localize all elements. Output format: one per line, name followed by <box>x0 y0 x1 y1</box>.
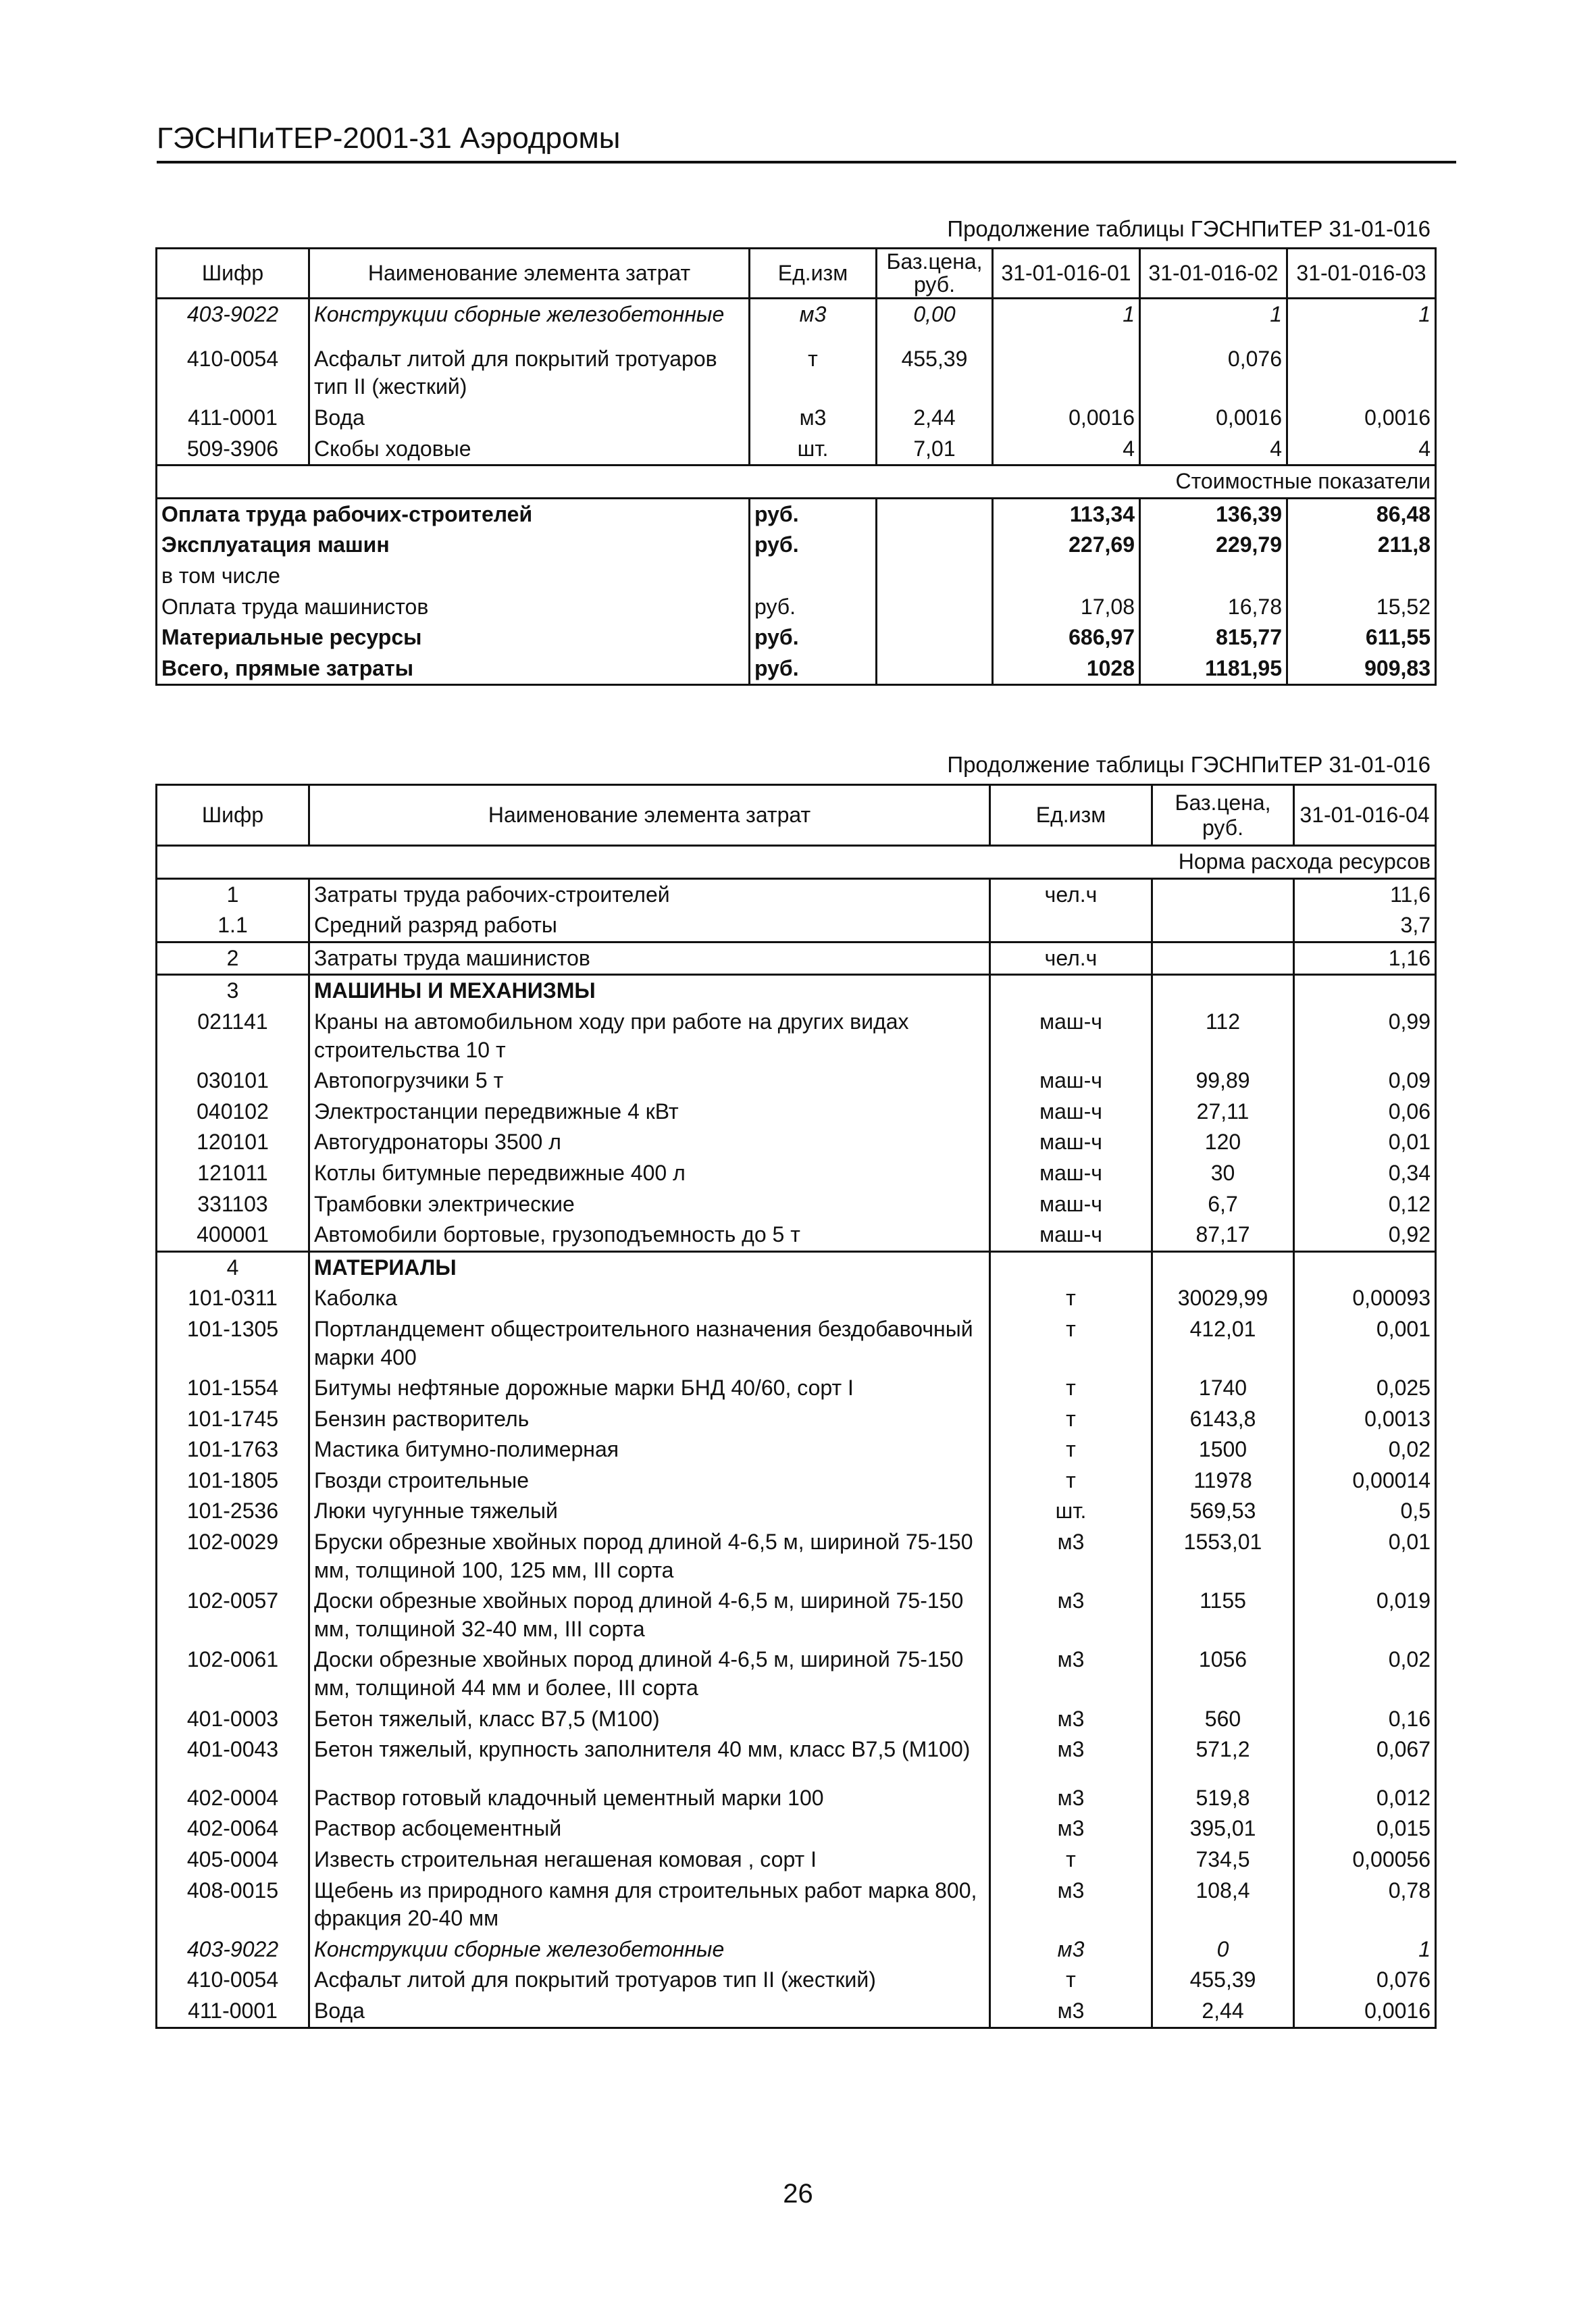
table-row: 403-9022 Конструкции сборные железобетонные м3 0,00 1 1 1 <box>157 299 1436 330</box>
cell-unit: м3 <box>990 1783 1152 1814</box>
cell-price <box>1152 975 1294 1007</box>
table-row <box>157 1734 1436 1765</box>
cell-price: 108,4 <box>1152 1876 1294 1934</box>
table-row <box>157 975 1436 1007</box>
cell-name: Вода <box>309 1996 990 2028</box>
cell-c4: 0,00093 <box>1294 1283 1436 1314</box>
cell-price <box>1152 942 1294 975</box>
cell-price: 30029,99 <box>1152 1283 1294 1314</box>
cell-unit: маш-ч <box>990 1065 1152 1097</box>
table-row <box>157 1586 1436 1644</box>
table-row <box>157 1844 1436 1876</box>
cell-code: 405-0004 <box>157 1844 309 1876</box>
cell-price: 27,11 <box>1152 1097 1294 1128</box>
table-row <box>157 1934 1436 1965</box>
cell-code: 402-0064 <box>157 1813 309 1844</box>
cell-unit <box>990 910 1152 942</box>
cell-c4: 0,02 <box>1294 1644 1436 1703</box>
page-number: 26 <box>783 2179 813 2209</box>
table-row <box>157 1644 1436 1703</box>
cell-price: 569,53 <box>1152 1496 1294 1527</box>
cell-name: Щебень из природного камня для строительных работ марка 800, фракция 20-40 мм <box>309 1876 990 1934</box>
cell-name: Доски обрезные хвойных пород длиной 4-6,5 м, шириной 75-150 мм, толщиной 32-40 мм, III сорта <box>309 1586 990 1644</box>
table2-header-row <box>157 785 1436 846</box>
cell-unit: т <box>990 1965 1152 1996</box>
cell-c4: 0,01 <box>1294 1527 1436 1586</box>
cell-name: Люки чугунные тяжелый <box>309 1496 990 1527</box>
cell-code: 1 <box>157 878 309 910</box>
col-31-01-016-03-header: 31-01-016-03 <box>1287 249 1436 299</box>
cell-code: 101-1805 <box>157 1465 309 1496</box>
table-row <box>157 1251 1436 1283</box>
cell-name: МАШИНЫ И МЕХАНИЗМЫ <box>309 975 990 1007</box>
header-rule <box>157 161 1456 164</box>
cell-code: 401-0043 <box>157 1734 309 1765</box>
cell-c4: 0,12 <box>1294 1189 1436 1220</box>
cell-code: 1.1 <box>157 910 309 942</box>
table-row <box>157 1876 1436 1934</box>
cell-c4: 0,015 <box>1294 1813 1436 1844</box>
cell-unit <box>990 1251 1152 1283</box>
cell-c4 <box>1294 975 1436 1007</box>
cell-code: 101-1305 <box>157 1314 309 1373</box>
cell-name: Бетон тяжелый, крупность заполнителя 40 мм, класс В7,5 (М100) <box>309 1734 990 1765</box>
cell-price: 30 <box>1152 1158 1294 1189</box>
cost-row: Эксплуатация машин руб. 227,69 229,79 211,8 <box>157 530 1436 561</box>
cell-unit: т <box>990 1373 1152 1404</box>
cell-code: 040102 <box>157 1097 309 1128</box>
cell-code: 121011 <box>157 1158 309 1189</box>
cell-name: МАТЕРИАЛЫ <box>309 1251 990 1283</box>
col-31-01-016-04-header: 31-01-016-04 <box>1294 785 1436 846</box>
cell-unit: чел.ч <box>990 942 1152 975</box>
col-name-header: Наименование элемента затрат <box>309 249 750 299</box>
table-row <box>157 1496 1436 1527</box>
cell-name: Автогудронаторы 3500 л <box>309 1127 990 1158</box>
cell-code: 101-1763 <box>157 1434 309 1465</box>
cell-c4: 3,7 <box>1294 910 1436 942</box>
cell-unit: м3 <box>990 1934 1152 1965</box>
cell-price <box>1152 878 1294 910</box>
cell-unit: т <box>990 1465 1152 1496</box>
col-unit-header: Ед.изм <box>990 785 1152 846</box>
cell-price: 1056 <box>1152 1644 1294 1703</box>
cell-c4: 0,16 <box>1294 1704 1436 1735</box>
cell-c4: 0,012 <box>1294 1783 1436 1814</box>
table-row: 410-0054 Асфальт литой для покрытий тротуаров тип II (жесткий) т 455,39 0,076 <box>157 344 1436 403</box>
table-row <box>157 1965 1436 1996</box>
cell-name: Конструкции сборные железобетонные <box>309 1934 990 1965</box>
cell-unit: т <box>990 1404 1152 1435</box>
cell-code: 4 <box>157 1251 309 1283</box>
cell-price: 455,39 <box>1152 1965 1294 1996</box>
table-row <box>157 1813 1436 1844</box>
cell-c4: 0,019 <box>1294 1586 1436 1644</box>
cell-price: 6143,8 <box>1152 1404 1294 1435</box>
table-row <box>157 1007 1436 1065</box>
cell-price: 395,01 <box>1152 1813 1294 1844</box>
cell-price: 0 <box>1152 1934 1294 1965</box>
cell-c4: 0,06 <box>1294 1097 1436 1128</box>
cost-row: Оплата труда рабочих-строителей руб. 113,34 136,39 86,48 <box>157 498 1436 530</box>
cell-name: Битумы нефтяные дорожные марки БНД 40/60, сорт I <box>309 1373 990 1404</box>
table-row <box>157 942 1436 975</box>
cell-price: 571,2 <box>1152 1734 1294 1765</box>
cell-unit: т <box>990 1283 1152 1314</box>
cell-c4: 0,01 <box>1294 1127 1436 1158</box>
cell-unit: т <box>990 1434 1152 1465</box>
cell-c4: 1 <box>1294 1934 1436 1965</box>
cell-c4: 0,0016 <box>1294 1996 1436 2028</box>
cell-price: 412,01 <box>1152 1314 1294 1373</box>
cell-name: Каболка <box>309 1283 990 1314</box>
table-row <box>157 1314 1436 1373</box>
cell-code: 410-0054 <box>157 1965 309 1996</box>
col-price-header: Баз.цена, руб. <box>877 249 993 299</box>
cell-c4: 0,34 <box>1294 1158 1436 1189</box>
cell-name: Затраты труда машинистов <box>309 942 990 975</box>
cell-c4: 0,00014 <box>1294 1465 1436 1496</box>
cell-unit: маш-ч <box>990 1127 1152 1158</box>
cell-c4: 0,99 <box>1294 1007 1436 1065</box>
cell-unit: маш-ч <box>990 1158 1152 1189</box>
cell-name: Автомобили бортовые, грузоподъемность до 5 т <box>309 1219 990 1251</box>
cell-unit: м3 <box>990 1996 1152 2028</box>
table-row <box>157 1783 1436 1814</box>
cell-code: 403-9022 <box>157 1934 309 1965</box>
col-code-header: Шифр <box>157 249 309 299</box>
cell-c4: 1,16 <box>1294 942 1436 975</box>
cost-row: Всего, прямые затраты руб. 1028 1181,95 909,83 <box>157 653 1436 685</box>
cell-price: 112 <box>1152 1007 1294 1065</box>
table-row <box>157 878 1436 910</box>
cell-name: Бетон тяжелый, класс В7,5 (М100) <box>309 1704 990 1735</box>
col-unit-header: Ед.изм <box>750 249 877 299</box>
cell-price: 99,89 <box>1152 1065 1294 1097</box>
table-row <box>157 1465 1436 1496</box>
cell-code: 101-0311 <box>157 1283 309 1314</box>
cell-name: Бруски обрезные хвойных пород длиной 4-6,5 м, шириной 75-150 мм, толщиной 100, 125 мм, III сорта <box>309 1527 990 1586</box>
col-31-01-016-02-header: 31-01-016-02 <box>1140 249 1287 299</box>
section-row <box>157 466 1436 499</box>
table-row <box>157 910 1436 942</box>
cell-unit: м3 <box>990 1644 1152 1703</box>
cell-code: 101-1554 <box>157 1373 309 1404</box>
cost-row: Оплата труда машинистов руб. 17,08 16,78 15,52 <box>157 592 1436 623</box>
table-row: 411-0001 Вода м3 2,44 0,0016 0,0016 0,0016 <box>157 403 1436 434</box>
cell-c4: 0,001 <box>1294 1314 1436 1373</box>
cell-code: 102-0029 <box>157 1527 309 1586</box>
cell-price: 6,7 <box>1152 1189 1294 1220</box>
cell-name: Раствор готовый кладочный цементный марки 100 <box>309 1783 990 1814</box>
cell-unit: м3 <box>990 1734 1152 1765</box>
cell-unit: шт. <box>990 1496 1152 1527</box>
cell-name: Доски обрезные хвойных пород длиной 4-6,5 м, шириной 75-150 мм, толщиной 44 мм и более, III сорта <box>309 1644 990 1703</box>
cell-name: Мастика битумно-полимерная <box>309 1434 990 1465</box>
cell-code: 101-2536 <box>157 1496 309 1527</box>
cell-c4: 0,00056 <box>1294 1844 1436 1876</box>
table-row <box>157 1189 1436 1220</box>
cell-unit: т <box>990 1314 1152 1373</box>
cell-price: 1155 <box>1152 1586 1294 1644</box>
col-name-header: Наименование элемента затрат <box>309 785 990 846</box>
cell-c4: 0,78 <box>1294 1876 1436 1934</box>
cell-price: 1553,01 <box>1152 1527 1294 1586</box>
cell-code: 331103 <box>157 1189 309 1220</box>
cell-name: Портландцемент общестроительного назначения бездобавочный марки 400 <box>309 1314 990 1373</box>
col-31-01-016-01-header: 31-01-016-01 <box>993 249 1140 299</box>
cell-price: 560 <box>1152 1704 1294 1735</box>
cell-c4: 0,5 <box>1294 1496 1436 1527</box>
cell-c4: 0,025 <box>1294 1373 1436 1404</box>
table-row <box>157 1065 1436 1097</box>
page-header: ГЭСНПиТЕР-2001-31 Аэродромы <box>157 122 621 155</box>
col-code-header: Шифр <box>157 785 309 846</box>
table-row <box>157 1704 1436 1735</box>
cell-code: 102-0061 <box>157 1644 309 1703</box>
cell-c4: 0,076 <box>1294 1965 1436 1996</box>
cell-c4: 11,6 <box>1294 878 1436 910</box>
cell-unit: чел.ч <box>990 878 1152 910</box>
cell-code: 401-0003 <box>157 1704 309 1735</box>
cell-price: 1740 <box>1152 1373 1294 1404</box>
cell-code: 102-0057 <box>157 1586 309 1644</box>
cell-unit: маш-ч <box>990 1097 1152 1128</box>
cell-c4 <box>1294 1251 1436 1283</box>
cell-unit: м3 <box>990 1586 1152 1644</box>
cell-code: 402-0004 <box>157 1783 309 1814</box>
cell-unit: м3 <box>990 1813 1152 1844</box>
section-cost-indicators: Стоимостные показатели <box>993 466 1436 499</box>
col-price-header: Баз.цена, руб. <box>1152 785 1294 846</box>
cell-c4: 0,067 <box>1294 1734 1436 1765</box>
table2 <box>155 784 1437 2029</box>
table2-continuation: Продолжение таблицы ГЭСНПиТЕР 31-01-016 <box>947 752 1431 777</box>
cell-code: 2 <box>157 942 309 975</box>
cell-price <box>1152 910 1294 942</box>
table-row <box>157 1373 1436 1404</box>
cell-code: 101-1745 <box>157 1404 309 1435</box>
cell-unit: маш-ч <box>990 1189 1152 1220</box>
cell-code: 120101 <box>157 1127 309 1158</box>
cell-unit: маш-ч <box>990 1007 1152 1065</box>
table-row <box>157 1404 1436 1435</box>
cell-price: 11978 <box>1152 1465 1294 1496</box>
cell-name: Краны на автомобильном ходу при работе на других видах строительства 10 т <box>309 1007 990 1065</box>
table1-header-row <box>157 249 1436 299</box>
table1 <box>155 247 1437 686</box>
cell-code: 021141 <box>157 1007 309 1065</box>
table-row <box>157 1097 1436 1128</box>
cell-price: 120 <box>1152 1127 1294 1158</box>
cell-unit <box>990 975 1152 1007</box>
cell-name: Бензин растворитель <box>309 1404 990 1435</box>
cell-unit: маш-ч <box>990 1219 1152 1251</box>
cell-price <box>1152 1251 1294 1283</box>
table-row <box>157 1127 1436 1158</box>
table-row <box>157 1996 1436 2028</box>
cell-unit: м3 <box>990 1704 1152 1735</box>
section-resource-norms: Норма расхода ресурсов <box>1152 846 1436 879</box>
cell-c4: 0,09 <box>1294 1065 1436 1097</box>
cell-name: Котлы битумные передвижные 400 л <box>309 1158 990 1189</box>
table-row <box>157 1527 1436 1586</box>
table-row <box>157 1219 1436 1251</box>
cell-c4: 0,02 <box>1294 1434 1436 1465</box>
cell-price: 2,44 <box>1152 1996 1294 2028</box>
cell-name: Гвозди строительные <box>309 1465 990 1496</box>
cell-code: 408-0015 <box>157 1876 309 1934</box>
table-row: 509-3906 Скобы ходовые шт. 7,01 4 4 4 <box>157 434 1436 466</box>
cell-price: 734,5 <box>1152 1844 1294 1876</box>
cell-price: 1500 <box>1152 1434 1294 1465</box>
cell-c4: 0,0013 <box>1294 1404 1436 1435</box>
table1-continuation: Продолжение таблицы ГЭСНПиТЕР 31-01-016 <box>947 216 1431 241</box>
cell-price: 519,8 <box>1152 1783 1294 1814</box>
cell-code: 411-0001 <box>157 1996 309 2028</box>
cell-price: 87,17 <box>1152 1219 1294 1251</box>
cell-name: Известь строительная негашеная комовая , сорт I <box>309 1844 990 1876</box>
cell-name: Трамбовки электрические <box>309 1189 990 1220</box>
cost-row: в том числе <box>157 561 1436 592</box>
cell-code: 400001 <box>157 1219 309 1251</box>
table-row <box>157 1434 1436 1465</box>
cell-unit: м3 <box>990 1527 1152 1586</box>
cost-row: Материальные ресурсы руб. 686,97 815,77 611,55 <box>157 622 1436 653</box>
cell-name: Средний разряд работы <box>309 910 990 942</box>
cell-code: 030101 <box>157 1065 309 1097</box>
cell-code: 3 <box>157 975 309 1007</box>
cell-name: Раствор асбоцементный <box>309 1813 990 1844</box>
cell-c4: 0,92 <box>1294 1219 1436 1251</box>
cell-name: Электростанции передвижные 4 кВт <box>309 1097 990 1128</box>
section-row <box>157 846 1436 879</box>
cell-name: Автопогрузчики 5 т <box>309 1065 990 1097</box>
table-row <box>157 1158 1436 1189</box>
table-row <box>157 1283 1436 1314</box>
cell-unit: т <box>990 1844 1152 1876</box>
cell-name: Асфальт литой для покрытий тротуаров тип II (жесткий) <box>309 1965 990 1996</box>
cell-name: Затраты труда рабочих-строителей <box>309 878 990 910</box>
cell-unit: м3 <box>990 1876 1152 1934</box>
